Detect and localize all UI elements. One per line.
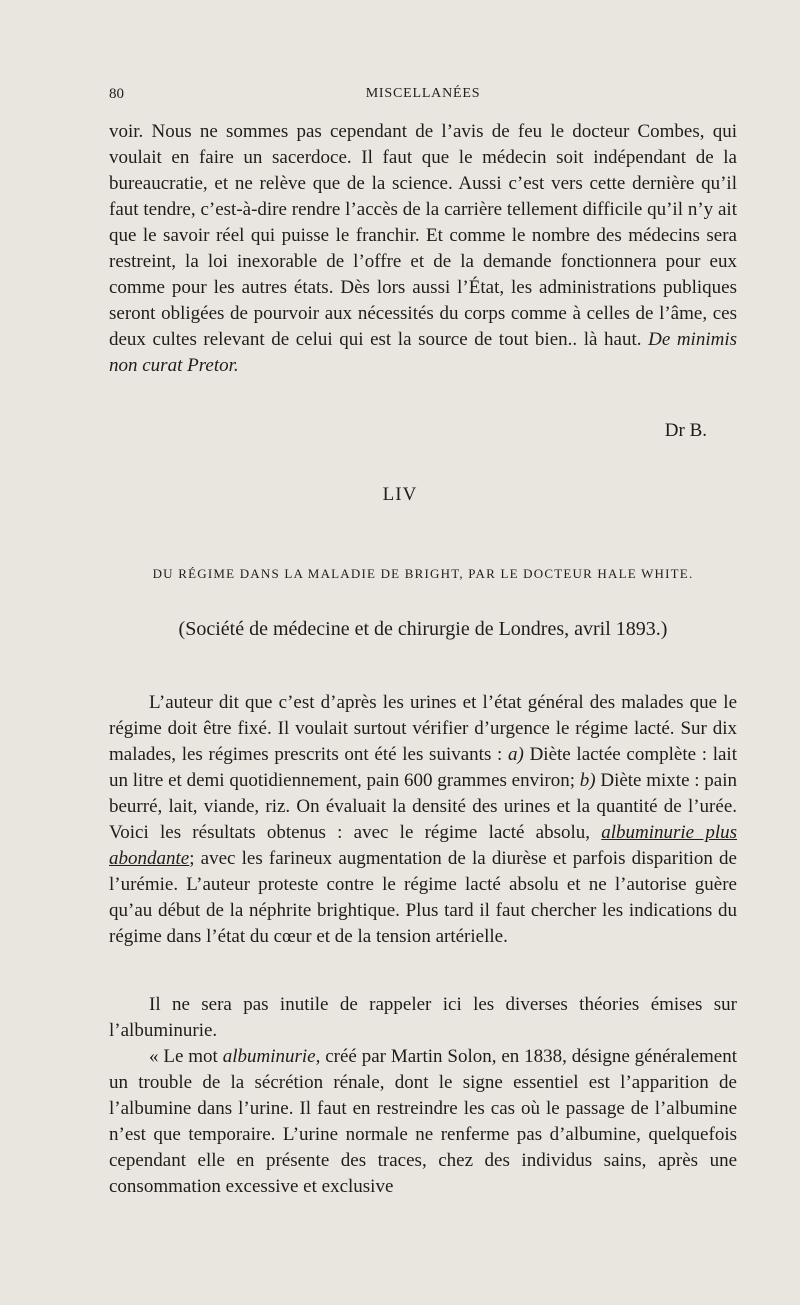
page-number: 80 xyxy=(109,86,124,102)
section-number: LIV xyxy=(382,484,418,505)
paragraph-text: voir. Nous ne sommes pas cependant de l’avis de feu le docteur Combes, qui voulait en faire un sacerdoce. Il faut que le médecin soit indépendant de la bureaucratie, et ne relève que de la science. Aussi c’est vers cette dernière qu’il faut tendre, c’est-à-dire rendre l’accès de la carrière tellement difficile qu’il n’y ait que le savoir réel qui puisse le franchir. Et comme le nombre des médecins sera restreint, la loi inexorable de l’offre et de la demande fonctionnera pour eux comme pour les autres états. Dès lors aussi l’État, les administrations publiques seront obligées de pourvoir aux nécessités du corps comme à celles de l’âme, ces deux cultes relevant de celui qui est la source de tout bien.. là haut. xyxy=(109,121,737,350)
page-header xyxy=(109,86,737,108)
author-signature: Dr B. xyxy=(664,420,707,441)
article-title: DU RÉGIME DANS LA MALADIE DE BRIGHT, PAR LE DOCTEUR HALE WHITE. xyxy=(152,566,694,581)
running-head: MISCELLANÉES xyxy=(365,86,481,101)
paragraph-continued xyxy=(109,119,737,379)
term-italic: albuminurie xyxy=(222,1046,316,1067)
article-source: (Société de médecine et de chirurgie de Londres, avril 1893.) xyxy=(178,618,668,640)
latin-quote: De minimis non curat Pretor. xyxy=(109,329,738,376)
paragraph-regime xyxy=(109,690,737,950)
paragraph-text: ; avec les farineux augmentation de la diurèse et parfois disparition de l’urémie. L’auteur proteste contre le régime lacté absolu et ne l’autorise guère qu’au début de la néphrite brightique. Plus tard il faut chercher les indications du régime dans l’état du cœur et de la tension artérielle. xyxy=(109,848,737,947)
paragraph-text: L’auteur dit que c’est d’après les urines et l’état général des malades que le régime doit être fixé. Il voulait surtout vérifier d’urgence le régime lacté. Sur dix malades, les régimes prescrits ont été les suivants : xyxy=(109,692,737,765)
list-item-text: Diète lactée complète : lait un litre et demi quotidiennement, pain 600 grammes environ; xyxy=(109,744,737,791)
list-item-text: Diète mixte : pain beurré, lait, viande, riz. On évaluait la densité des urines et la quantité de l’urée. Voici les résultats obtenus : avec le régime lacté absolu, xyxy=(109,770,738,843)
paragraph-definition xyxy=(109,1044,737,1200)
paragraph-text: , créé par Martin Solon, en 1838, désigne généralement un trouble de la sécrétion rénale, dont le signe essentiel est l’apparition de l’albumine dans l’urine. Il faut en restreindre les cas où le passage de l’albumine n’est que temporaire. L’urine normale ne renferme pas d’albumine, quelquefois cependant elle en présente des traces, chez des individus sains, après une consommation excessive et exclusive xyxy=(109,1046,737,1197)
paragraph-theories: Il ne sera pas inutile de rappeler ici les diverses théories émises sur l’albuminurie. xyxy=(109,994,737,1041)
list-marker: a) xyxy=(508,744,524,765)
paragraph-text: « Le mot xyxy=(149,1046,218,1067)
emphasis-text: albuminurie plus abondante xyxy=(109,822,738,869)
list-marker: b) xyxy=(579,770,596,791)
